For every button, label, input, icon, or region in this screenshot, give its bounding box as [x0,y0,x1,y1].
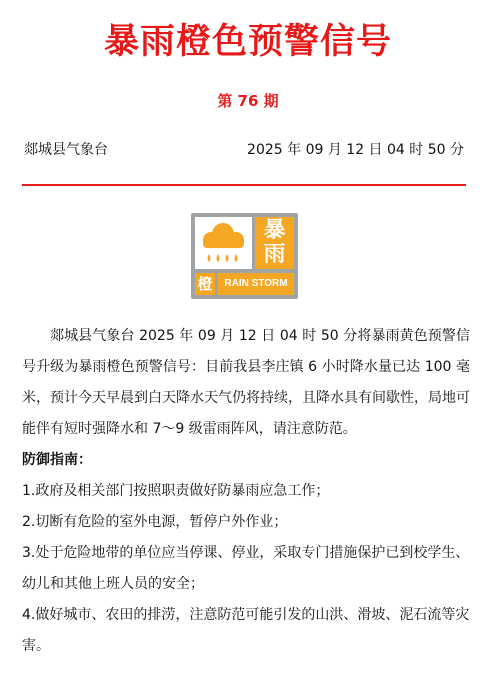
sign-char-top: 暴 [263,218,286,243]
sign-char-bottom: 雨 [263,242,286,267]
issuer: 郯城县气象台 [24,142,108,158]
page-title: 暴雨橙色预警信号 [103,22,392,62]
warning-paragraph: 郯城县气象台 2025 年 09 月 12 日 04 时 50 分将暴雨黄色预警信号升级为暴雨橙色预警信号：目前我县李庄镇 6 小时降水量已达 100 毫米，预计今天早晨到白天降水天气仍将持续，且降水具有间歇性，局地可能伴有短时强降水和 7～9 级雷雨阵风，请注意防范。 [22,328,470,437]
guide-item: 3.处于危险地带的单位应当停课、停业，采取专门措施保护已到校学生、幼儿和其他上班人员的安全； [22,545,470,592]
rainstorm-orange-warning-icon [191,213,298,299]
guide-item: 2.切断有危险的室外电源，暂停户外作业； [22,514,288,530]
sign-english: RAIN STORM [224,278,288,289]
issue-number: 第 76 期 [217,92,279,110]
guide-heading: 防御指南： [22,452,92,468]
warning-body [22,321,470,662]
guide-item: 1.政府及相关部门按照职责做好防暴雨应急工作； [22,483,330,499]
guide-item: 4.做好城市、农田的排涝，注意防范可能引发的山洪、滑坡、泥石流等灾害。 [22,607,470,654]
sign-level-char: 橙 [197,275,213,293]
issue-datetime: 2025 年 09 月 12 日 04 时 50 分 [247,142,464,158]
divider [22,184,466,186]
